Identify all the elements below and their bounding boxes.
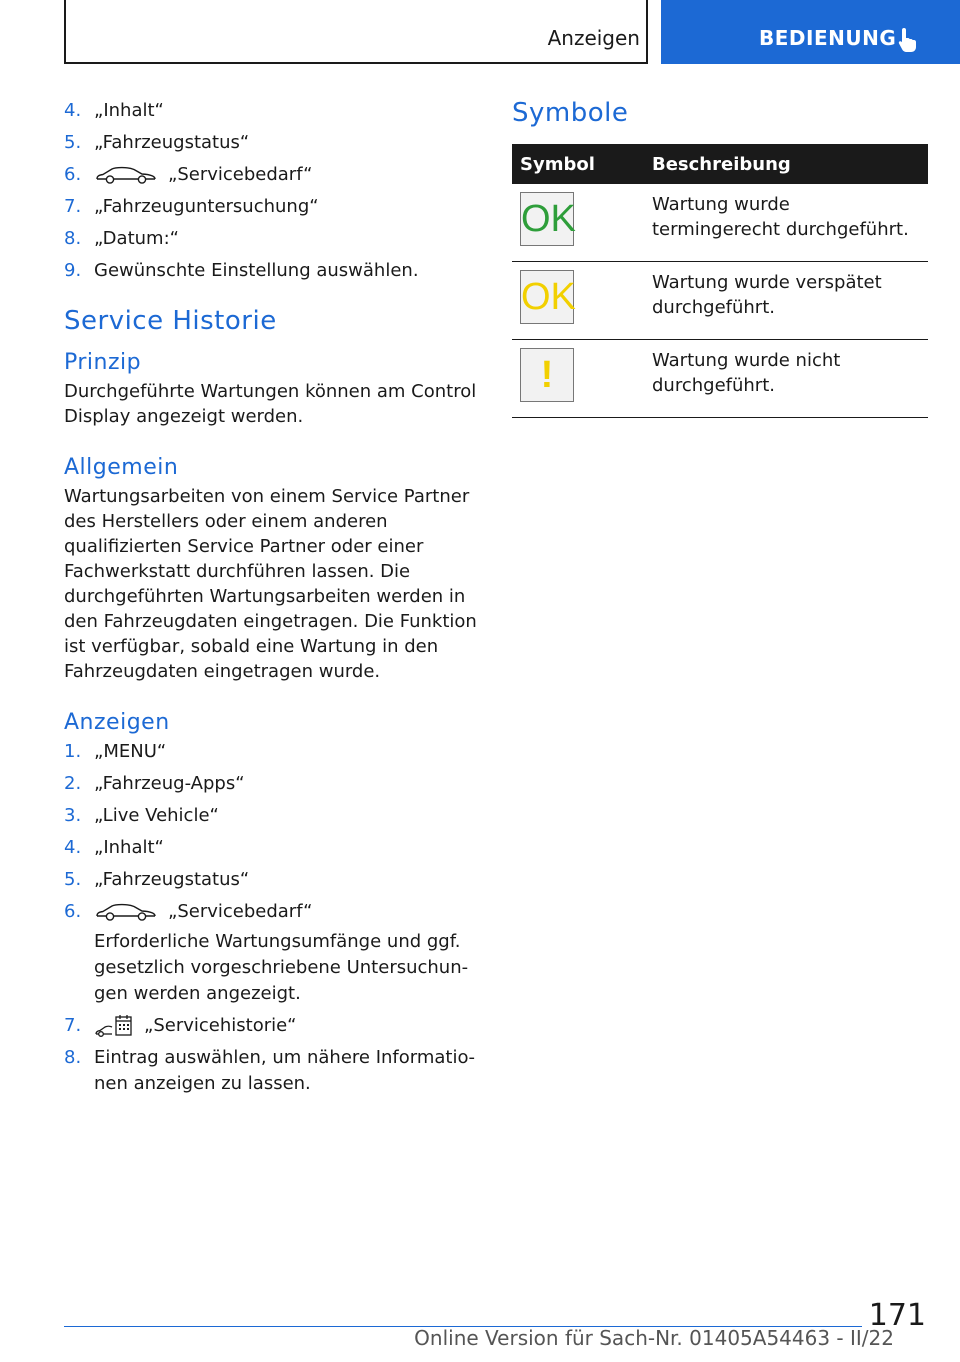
step-text: „Fahrzeuguntersuchung“ (94, 196, 319, 217)
step-text: „Inhalt“ (94, 100, 164, 121)
ok-green-icon (520, 192, 574, 246)
hand-pointer-icon (897, 27, 919, 53)
header-chapter-tab (661, 0, 960, 64)
step-text: „MENU“ (94, 741, 167, 762)
car-icon (94, 165, 158, 185)
table-header-row (512, 144, 928, 184)
symbol-text: OK (521, 198, 576, 240)
ok-yellow-icon (520, 270, 574, 324)
list-item (64, 1045, 478, 1097)
prinzip-paragraph: Durchgeführte Wartungen können am Control Display angezeigt werden. (64, 381, 477, 427)
step-text: „Fahrzeug-Apps“ (94, 773, 245, 794)
page-number: 171 (868, 1298, 926, 1333)
step-text: „Fahrzeugstatus“ (94, 132, 250, 153)
description-cell: Wartung wurde nicht durchgeführt. (644, 340, 928, 418)
subsection-title-allgemein: Allgemein (64, 455, 179, 480)
footer-version-text: Online Version für Sach-Nr. 01405A54463 - II/22 (414, 1326, 894, 1350)
service-history-icon (94, 1014, 134, 1038)
step-text: „Live Vehicle“ (94, 805, 219, 826)
symbol-text: ! (540, 354, 554, 396)
list-item (64, 771, 478, 797)
subsection-title-prinzip: Prinzip (64, 350, 142, 375)
step-text: „Inhalt“ (94, 837, 164, 858)
step-number: 2. (64, 773, 82, 794)
list-item (64, 98, 478, 124)
right-column (512, 98, 928, 418)
step-text: „Fahrzeugstatus“ (94, 869, 250, 890)
description-cell: Wartung wurde verspätet durchgeführt. (644, 262, 928, 340)
symbol-cell (512, 262, 644, 340)
section-title-service-historie: Service Historie (64, 306, 277, 336)
list-item (64, 130, 478, 156)
step-number: 3. (64, 805, 82, 826)
list-item (64, 835, 478, 861)
step-number: 6. (64, 164, 82, 185)
step-number: 8. (64, 228, 82, 249)
symbol-cell (512, 340, 644, 418)
step-subtext: Erforderliche Wartungsumfänge und ggf. gesetzlich vorgeschriebene Untersuchungen werden angezeigt. (94, 931, 469, 1004)
list-item (64, 1013, 478, 1039)
step-number: 6. (64, 901, 82, 922)
list-item (64, 258, 478, 284)
symbol-text: OK (521, 276, 576, 318)
list-item (64, 899, 478, 1007)
left-column (64, 98, 478, 1103)
step-number: 4. (64, 837, 82, 858)
step-text: Gewünschte Einstellung auswählen. (94, 260, 419, 281)
list-item (64, 226, 478, 252)
symbol-cell (512, 184, 644, 262)
list-item (64, 803, 478, 829)
description-cell: Wartung wurde termingerecht durchgeführt. (644, 184, 928, 262)
step-text: „Servicebedarf“ (168, 164, 313, 185)
table-row (512, 340, 928, 418)
step-number: 5. (64, 132, 82, 153)
list-item (64, 739, 478, 765)
table-header-description: Beschreibung (644, 144, 928, 184)
step-number: 9. (64, 260, 82, 281)
header-section-title: Anzeigen (547, 26, 640, 50)
table-row (512, 262, 928, 340)
subsection-title-anzeigen: Anzeigen (64, 710, 170, 735)
header-chapter-title: BEDIENUNG (759, 26, 897, 50)
list-item (64, 867, 478, 893)
list-item (64, 162, 478, 188)
table-header-symbol: Symbol (512, 144, 644, 184)
step-text: „Servicehistorie“ (144, 1015, 297, 1036)
step-text: „Datum:“ (94, 228, 179, 249)
exclamation-yellow-icon (520, 348, 574, 402)
step-text: „Servicebedarf“ (168, 901, 313, 922)
step-number: 1. (64, 741, 82, 762)
top-steps-list (64, 98, 478, 284)
car-icon (94, 902, 158, 922)
step-number: 5. (64, 869, 82, 890)
table-row (512, 184, 928, 262)
step-number: 7. (64, 196, 82, 217)
anzeigen-steps-list (64, 739, 478, 1097)
list-item (64, 194, 478, 220)
section-title-symbole: Symbole (512, 98, 629, 128)
allgemein-paragraph: Wartungsarbeiten von einem Service Partner des Herstellers oder einem anderen qualifizierten Service Partner oder einer Fachwerkstatt durchführen lassen. Die durchgeführten Wartungsarbeiten werden in den Fahrzeugdaten eingetragen. Die Funktion ist verfügbar, sobald eine Wartung in den Fahrzeugdaten eingetragen wurde. (64, 486, 477, 682)
step-text: Eintrag auswählen, um nähere Informationen anzeigen zu lassen. (94, 1047, 475, 1094)
step-number: 4. (64, 100, 82, 121)
step-number: 7. (64, 1015, 82, 1036)
step-number: 8. (64, 1047, 82, 1068)
symbol-table (512, 144, 928, 418)
